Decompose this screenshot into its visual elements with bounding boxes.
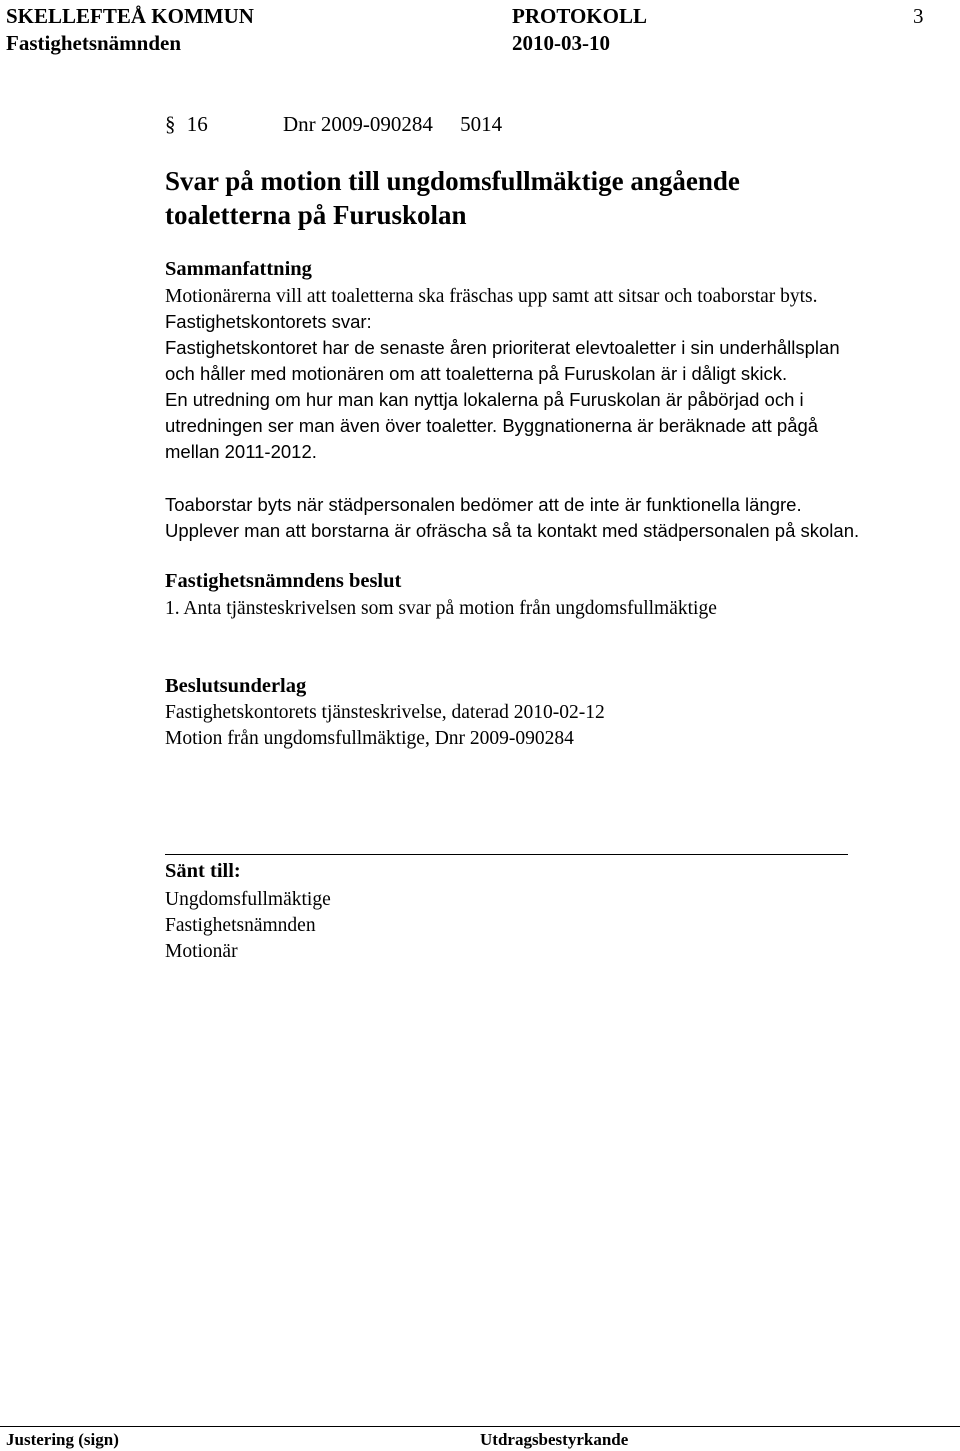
page-title (165, 164, 740, 232)
basis-list (165, 700, 605, 752)
title-line-1: Svar på motion till ungdomsfullmäktige angående (165, 166, 740, 196)
summary-text: Motionärerna vill att toaletterna ska fräschas upp samt att sitsar och toaborstar byts. (165, 286, 818, 307)
summary-heading: Sammanfattning (165, 258, 312, 280)
recipient: Ungdomsfullmäktige (165, 889, 331, 910)
footer-divider (0, 1426, 960, 1427)
office-reply-label: Fastighetskontorets svar: (165, 311, 372, 332)
sent-to-heading: Sänt till: (165, 860, 241, 882)
header-date: 2010-03-10 (512, 31, 610, 55)
separator-line (165, 854, 848, 855)
case-line (165, 112, 502, 137)
brush-block (165, 492, 859, 544)
footer-justification: Justering (sign) (6, 1430, 119, 1449)
sent-to-list (165, 887, 331, 965)
reply-line: En utredning om hur man kan nyttja lokalerna på Furuskolan är påbörjad och i (165, 389, 804, 410)
header-doc-type: PROTOKOLL (512, 4, 647, 28)
reply-line: och håller med motionären om att toaletterna på Furuskolan är i dåligt skick. (165, 363, 788, 384)
header-committee: Fastighetsnämnden (6, 31, 182, 55)
brush-line: Toaborstar byts när städpersonalen bedömer att de inte är funktionella längre. (165, 494, 802, 515)
header-org: SKELLEFTEÅ KOMMUN (6, 4, 254, 28)
footer-certified: Utdragsbestyrkande (480, 1430, 629, 1449)
section-symbol: § (165, 112, 176, 136)
section-number: 16 (186, 112, 208, 136)
brush-line: Upplever man att borstarna är ofräscha så ta kontakt med städpersonalen på skolan. (165, 520, 860, 541)
basis-item: Motion från ungdomsfullmäktige, Dnr 2009-090284 (165, 728, 574, 749)
recipient: Fastighetsnämnden (165, 915, 316, 936)
recipient: Motionär (165, 941, 238, 962)
decision-item: 1. Anta tjänsteskrivelsen som svar på motion från ungdomsfullmäktige (165, 598, 717, 619)
reply-line: mellan 2011-2012. (165, 441, 317, 462)
decision-heading: Fastighetsnämndens beslut (165, 570, 402, 592)
title-line-2: toaletterna på Furuskolan (165, 200, 467, 230)
reply-line: utredningen ser man även över toaletter. Byggnationerna är beräknade att pågå (165, 415, 819, 436)
reply-line: Fastighetskontoret har de senaste åren prioriterat elevtoaletter i sin underhållsplan (165, 337, 840, 358)
case-dnr: Dnr 2009-090284 (283, 112, 433, 136)
office-reply-block (165, 309, 840, 465)
header-page-number: 3 (913, 4, 924, 28)
basis-heading: Beslutsunderlag (165, 675, 307, 697)
case-code: 5014 (460, 112, 503, 136)
basis-item: Fastighetskontorets tjänsteskrivelse, daterad 2010-02-12 (165, 702, 605, 723)
